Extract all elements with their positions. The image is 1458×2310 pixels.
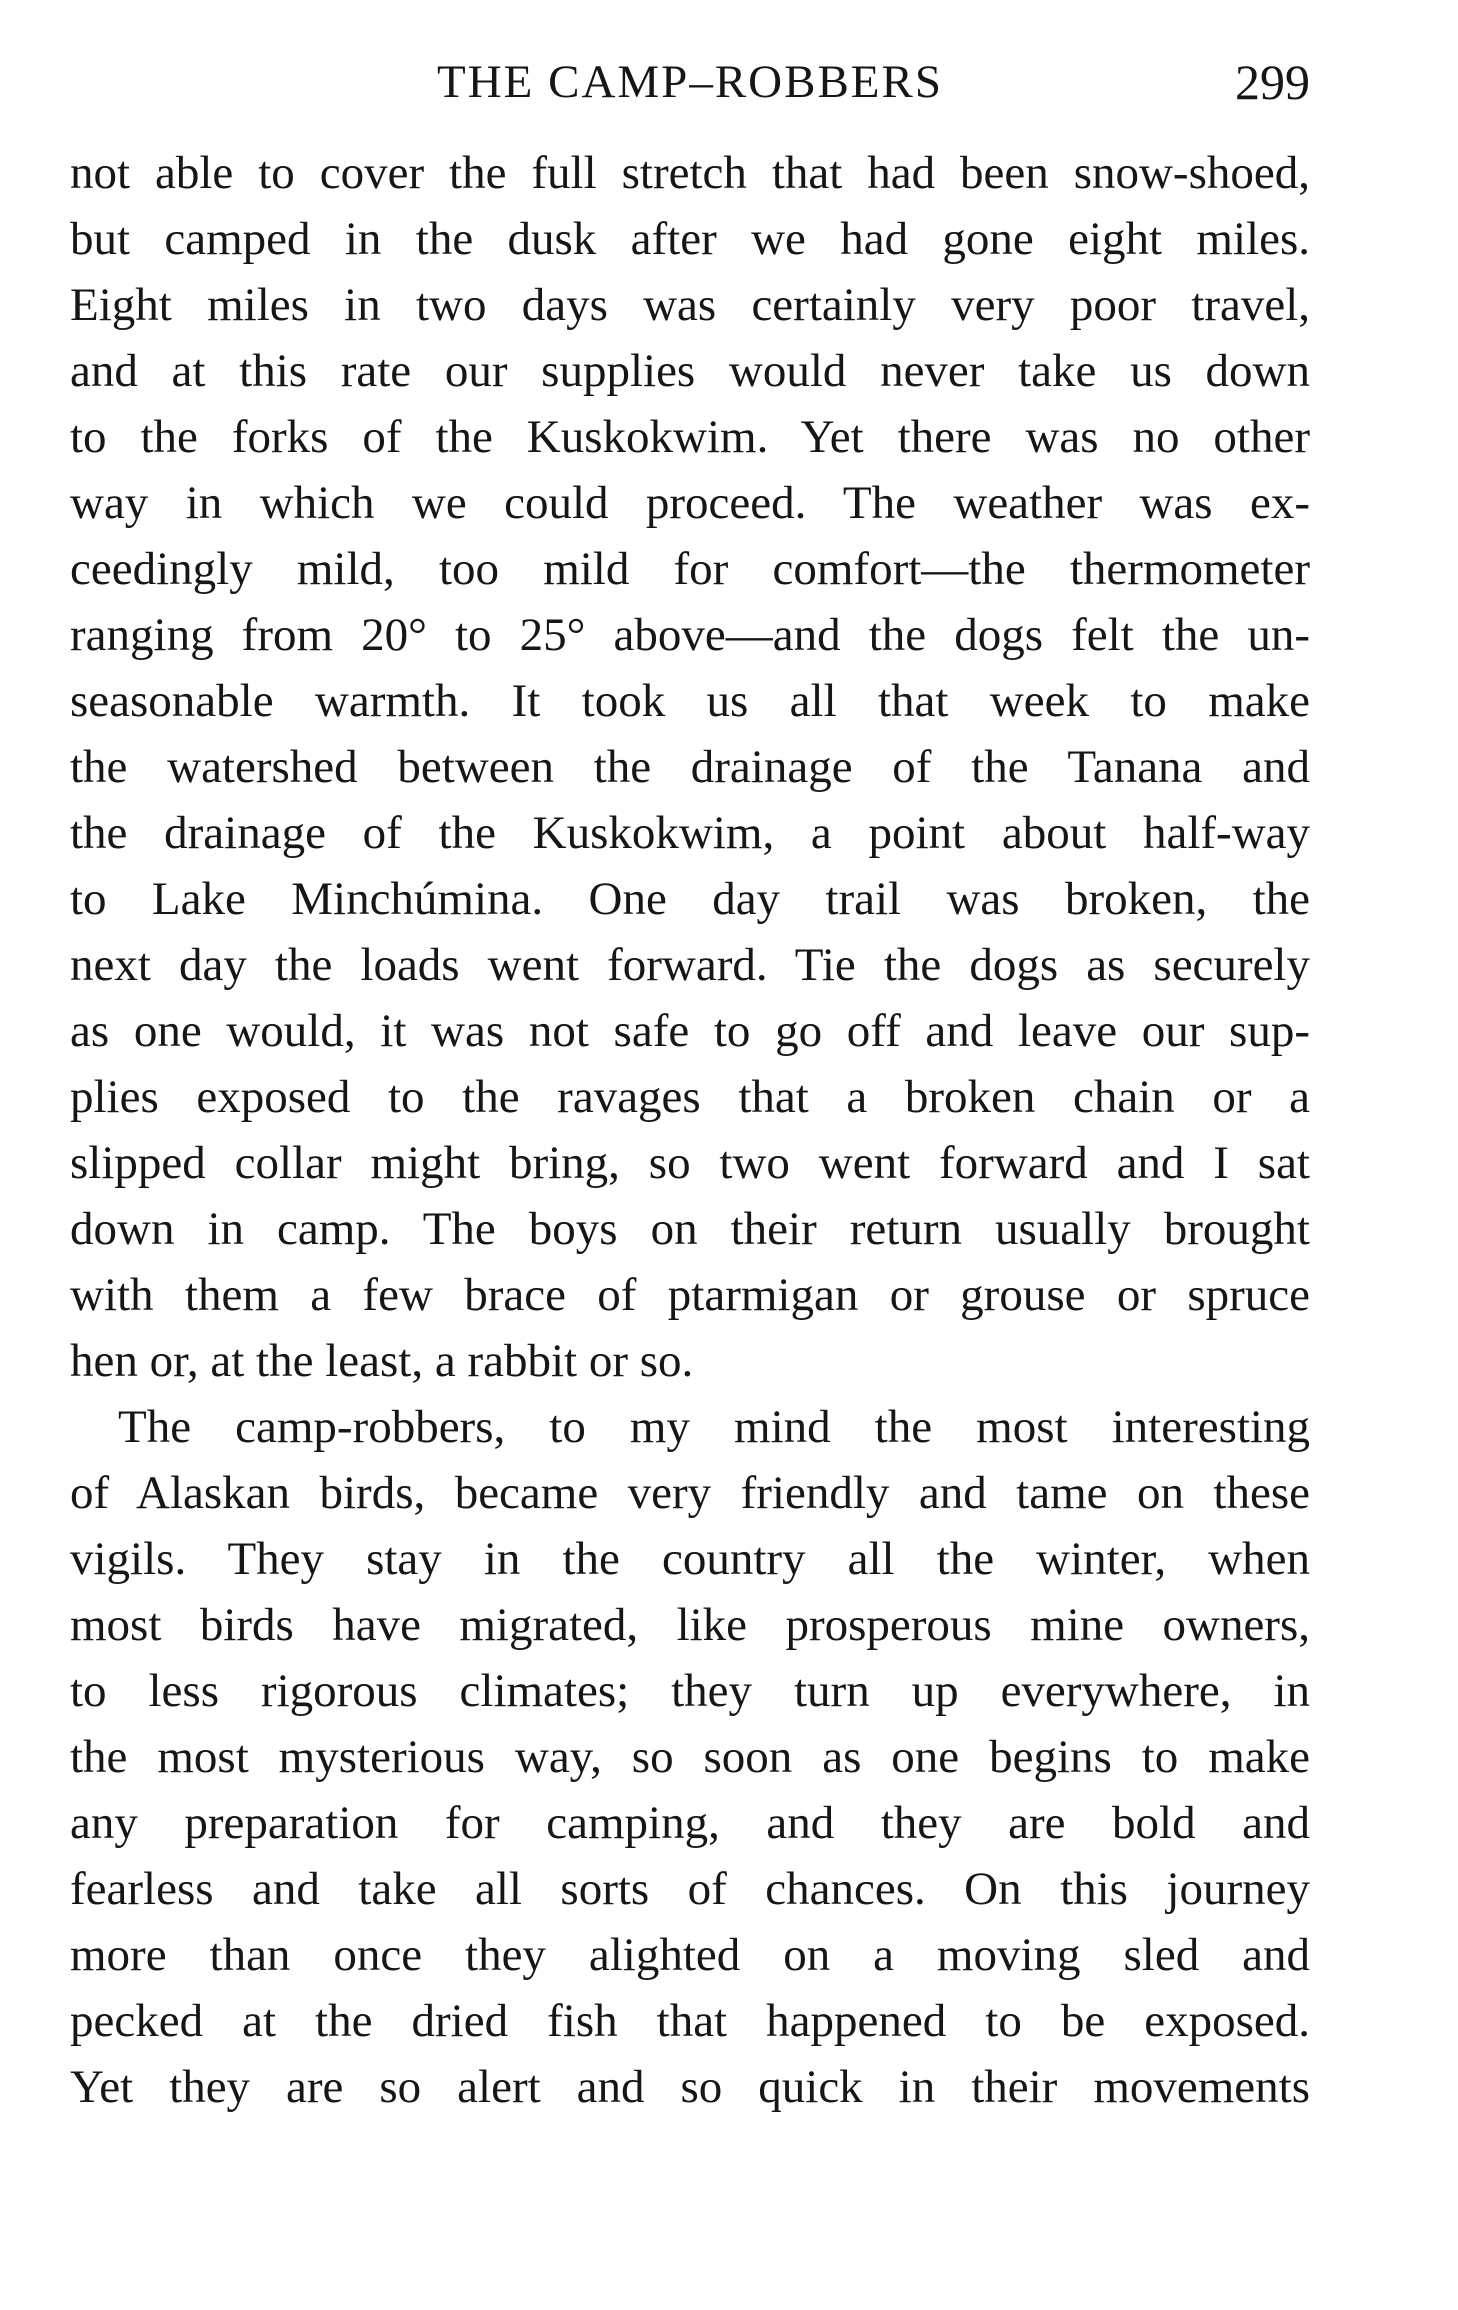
text-line: The camp-robbers, to my mind the most interesting	[118, 1401, 1310, 1453]
text-line: down in camp. The boys on their return usually brought	[70, 1203, 1310, 1255]
page-number: 299	[1235, 54, 1310, 110]
text-line: with them a few brace of ptarmigan or grouse or spruce	[70, 1269, 1310, 1321]
text-line: slipped collar might bring, so two went forward and I sat	[70, 1137, 1310, 1189]
text-line: of Alaskan birds, became very friendly and tame on these	[70, 1467, 1310, 1519]
text-line: the drainage of the Kuskokwim, a point about half-way	[70, 807, 1310, 859]
text-line: most birds have migrated, like prosperous mine owners,	[70, 1599, 1310, 1651]
text-line: to Lake Minchúmina. One day trail was broken, the	[70, 873, 1310, 925]
text-line: not able to cover the full stretch that had been snow-shoed,	[70, 147, 1310, 199]
text-line: hen or, at the least, a rabbit or so.	[70, 1335, 694, 1387]
text-line: fearless and take all sorts of chances. On this journey	[70, 1863, 1310, 1915]
paragraph-2	[70, 1394, 1310, 2120]
text-line: ranging from 20° to 25° above—and the dogs felt the un-	[70, 609, 1310, 661]
text-line: any preparation for camping, and they are bold and	[70, 1797, 1310, 1849]
text-line: to less rigorous climates; they turn up everywhere, in	[70, 1665, 1310, 1717]
text-line: ceedingly mild, too mild for comfort—the thermometer	[70, 543, 1310, 595]
text-line: way in which we could proceed. The weather was ex-	[70, 477, 1310, 529]
text-line: as one would, it was not safe to go off and leave our sup-	[70, 1005, 1310, 1057]
text-line: plies exposed to the ravages that a broken chain or a	[70, 1071, 1310, 1123]
text-line: pecked at the dried fish that happened to be exposed.	[70, 1995, 1310, 2047]
text-line: next day the loads went forward. Tie the dogs as securely	[70, 939, 1310, 991]
text-line: to the forks of the Kuskokwim. Yet there was no other	[70, 411, 1310, 463]
text-line: more than once they alighted on a moving sled and	[70, 1929, 1310, 1981]
text-line: and at this rate our supplies would never take us down	[70, 345, 1310, 397]
body-text	[70, 140, 1310, 2120]
text-line: but camped in the dusk after we had gone eight miles.	[70, 213, 1310, 265]
text-line: Eight miles in two days was certainly very poor travel,	[70, 279, 1310, 331]
text-line: vigils. They stay in the country all the winter, when	[70, 1533, 1310, 1585]
paragraph-1	[70, 140, 1310, 1394]
text-line: the watershed between the drainage of the Tanana and	[70, 741, 1310, 793]
running-head	[70, 42, 1310, 122]
text-line: seasonable warmth. It took us all that week to make	[70, 675, 1310, 727]
text-line: Yet they are so alert and so quick in their movements	[70, 2061, 1310, 2113]
text-line: the most mysterious way, so soon as one begins to make	[70, 1731, 1310, 1783]
page-title: THE CAMP–ROBBERS	[436, 56, 944, 108]
